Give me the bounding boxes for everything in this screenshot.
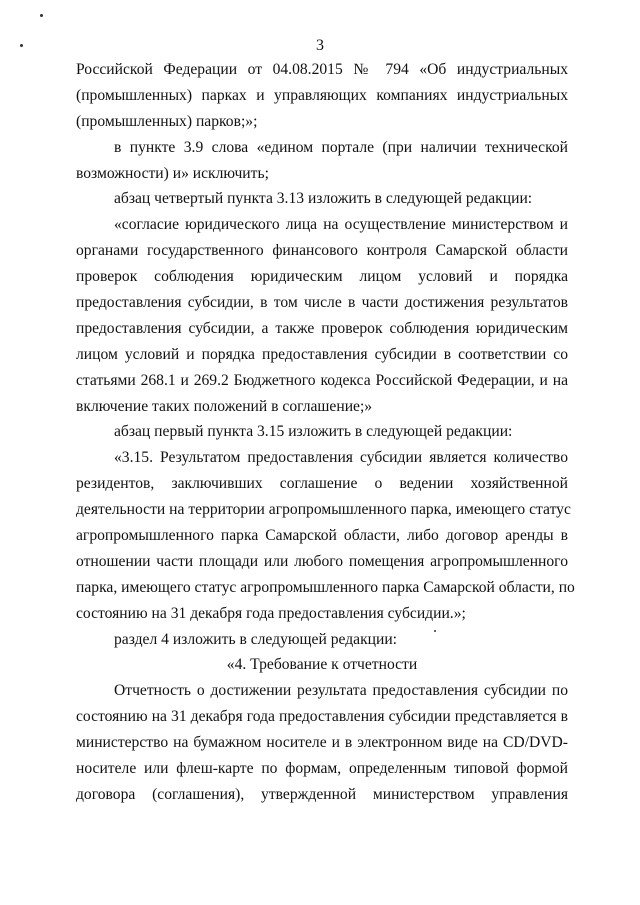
text-line: абзац первый пункта 3.15 изложить в следующей редакции: xyxy=(114,423,513,441)
document-body xyxy=(76,57,575,808)
text-line: (промышленных) парках и управляющих компаниях индустриальных xyxy=(76,86,568,104)
text-line: (промышленных) парков;»; xyxy=(76,112,258,130)
text-line: парка, имеющего статус агропромышленного парка Самарской области, по xyxy=(76,578,575,596)
text-line: деятельности на территории агропромышленного парка, имеющего статус xyxy=(76,501,571,519)
text-line: в пункте 3.9 слова «едином портале (при наличии технической xyxy=(114,138,568,156)
text-line: министерство на бумажном носителе и в электронном виде на CD/DVD- xyxy=(76,734,568,752)
text-line: Российской Федерации от 04.08.2015 № 794 «Об индустриальных xyxy=(76,61,568,78)
text-line: состоянию на 31 декабря года предоставления субсидии.»; xyxy=(76,604,466,622)
page-number: 3 xyxy=(316,37,324,54)
text-line: статьями 268.1 и 269.2 Бюджетного кодекса Российской Федерации, и на xyxy=(76,371,568,389)
text-line: договора (соглашения), утвержденной министерством управления xyxy=(76,785,568,803)
scan-speck xyxy=(434,630,436,632)
text-line: «3.15. Результатом предоставления субсидии является количество xyxy=(114,449,568,467)
text-line: агропромышленного парка Самарской области, либо договор аренды в xyxy=(76,527,568,545)
scan-speck xyxy=(40,14,43,17)
text-line: органами государственного финансового контроля Самарской области xyxy=(76,242,568,260)
text-line: отношении части площади или любого помещения агропромышленного xyxy=(76,552,568,570)
text-line: возможности) и» исключить; xyxy=(76,164,269,182)
scan-speck xyxy=(20,44,23,47)
text-line: «4. Требование к отчетности xyxy=(226,656,418,674)
text-line: «согласие юридического лица на осуществление министерством и xyxy=(114,216,568,234)
text-line: раздел 4 изложить в следующей редакции: xyxy=(114,630,398,648)
text-line: состоянию на 31 декабря года предоставления субсидии представляется в xyxy=(76,708,568,726)
text-line: носителе или флеш-карте по формам, определенным типовой формой xyxy=(76,760,568,778)
text-line: абзац четвертый пункта 3.13 изложить в следующей редакции: xyxy=(114,190,533,208)
text-line: лицом условий и порядка предоставления субсидии в соответствии со xyxy=(76,345,568,363)
text-line: резидентов, заключивших соглашение о ведении хозяйственной xyxy=(76,475,568,493)
text-line: предоставления субсидии, в том числе в части достижения результатов xyxy=(76,294,568,312)
text-line: предоставления субсидии, а также проверок соблюдения юридическим xyxy=(76,319,568,337)
text-line: Отчетность о достижении результата предоставления субсидии по xyxy=(114,682,568,700)
text-line: проверок соблюдения юридическим лицом условий и порядка xyxy=(76,268,568,286)
text-line: включение таких положений в соглашение;» xyxy=(76,397,373,415)
